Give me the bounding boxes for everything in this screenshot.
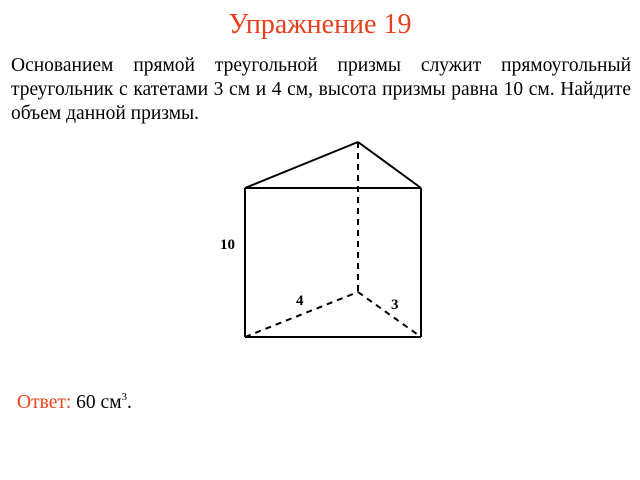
answer-label: Ответ: xyxy=(17,392,72,413)
answer-end: . xyxy=(127,392,132,413)
leg-a-label: 4 xyxy=(296,293,304,309)
answer-unit-power: 3 xyxy=(121,391,128,403)
answer-line xyxy=(17,391,132,415)
slide-title: Упражнение 19 xyxy=(228,9,412,40)
leg-b-label: 3 xyxy=(391,297,399,313)
problem-text: Основанием прямой треугольной призмы служит прямоугольный треугольник с катетами 3 см и 4 см, высота призмы равна 10 см. Найдите объем данной призмы. xyxy=(11,55,631,124)
height-label: 10 xyxy=(220,237,235,253)
hidden-edge-leg-3 xyxy=(358,292,421,337)
top-edge-left xyxy=(245,142,358,188)
answer-value: 60 см xyxy=(76,392,122,413)
top-edge-right xyxy=(358,142,421,188)
